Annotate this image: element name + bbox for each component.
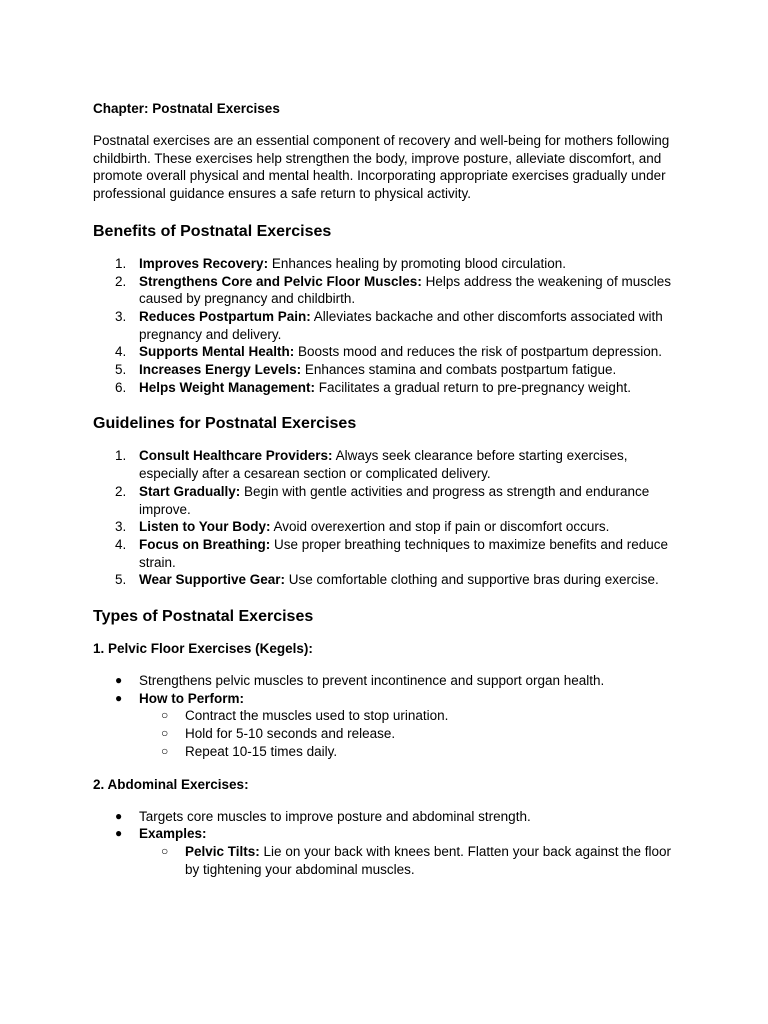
item-text: Avoid overexertion and stop if pain or discomfort occurs. <box>270 519 610 535</box>
list-item <box>93 483 683 518</box>
list-item <box>93 518 683 536</box>
item-term: Helps Weight Management: <box>139 379 316 395</box>
list-number: 6. <box>115 379 127 395</box>
list-number: 3. <box>115 519 127 535</box>
item-term: Supports Mental Health: <box>139 344 295 360</box>
item-text: Enhances healing by promoting blood circulation. <box>268 255 566 271</box>
item-text: Targets core muscles to improve posture and abdominal strength. <box>139 808 531 824</box>
item-text: Begin with gentle activities and progress as strength and endurance improve. <box>139 483 650 517</box>
list-number: 1. <box>115 448 127 464</box>
item-text: Facilitates a gradual return to pre-pregnancy weight. <box>315 379 631 395</box>
item-term: Reduces Postpartum Pain: <box>139 308 311 324</box>
examples-list <box>139 843 683 878</box>
chapter-title: Chapter: Postnatal Exercises <box>93 101 280 116</box>
list-item <box>139 725 683 743</box>
list-item <box>93 571 683 589</box>
bullet-icon: ● <box>115 673 123 688</box>
circle-bullet-icon: ○ <box>161 726 169 741</box>
bullet-icon: ● <box>115 690 123 705</box>
item-term: Pelvic Tilts: <box>185 843 260 859</box>
item-term: Consult Healthcare Providers: <box>139 448 333 464</box>
list-item <box>93 536 683 571</box>
item-text: Helps address the weakening of muscles caused by pregnancy and childbirth. <box>139 273 671 307</box>
item-text: Contract the muscles used to stop urination. <box>185 708 449 724</box>
item-text: Enhances stamina and combats postpartum fatigue. <box>301 362 617 378</box>
guidelines-list <box>93 447 683 589</box>
bullet-icon: ● <box>115 826 123 841</box>
list-item <box>93 808 683 826</box>
item-text: Lie on your back with knees bent. Flatten your back against the floor by tightening your abdominal muscles. <box>185 843 672 877</box>
list-item <box>93 255 683 273</box>
intro-paragraph: Postnatal exercises are an essential component of recovery and well-being for mothers following childbirth. These exercises help strengthen the body, improve posture, alleviate discomfort, and promote overall physical and mental health. Incorporating appropriate exercises gradually under professional guidance ensures a safe return to physical activity. <box>93 133 670 202</box>
item-text: Alleviates backache and other discomforts associated with pregnancy and delivery. <box>139 308 663 342</box>
item-term: Increases Energy Levels: <box>139 362 302 378</box>
list-number: 3. <box>115 308 127 324</box>
list-number: 5. <box>115 362 127 378</box>
list-item <box>93 361 683 379</box>
abdominal-title: 2. Abdominal Exercises: <box>93 776 249 792</box>
document-page <box>93 100 683 893</box>
item-text: Hold for 5-10 seconds and release. <box>185 726 396 742</box>
list-number: 1. <box>115 255 127 271</box>
guidelines-heading: Guidelines for Postnatal Exercises <box>93 415 357 433</box>
item-term: Improves Recovery: <box>139 255 269 271</box>
item-term: Wear Supportive Gear: <box>139 572 286 588</box>
item-text: Always seek clearance before starting exercises, especially after a cesarean section or complicated delivery. <box>139 448 628 482</box>
pelvic-floor-title: 1. Pelvic Floor Exercises (Kegels): <box>93 641 313 657</box>
list-item <box>93 690 683 761</box>
item-text: Strengthens pelvic muscles to prevent incontinence and support organ health. <box>139 673 605 689</box>
list-item <box>139 707 683 725</box>
list-item <box>93 447 683 482</box>
circle-bullet-icon: ○ <box>161 843 169 858</box>
item-text: Use comfortable clothing and supportive bras during exercise. <box>285 572 659 588</box>
types-heading: Types of Postnatal Exercises <box>93 608 314 626</box>
benefits-list <box>93 255 683 397</box>
item-text: Repeat 10-15 times daily. <box>185 743 338 759</box>
bullet-icon: ● <box>115 808 123 823</box>
benefits-heading: Benefits of Postnatal Exercises <box>93 222 332 240</box>
list-number: 2. <box>115 273 127 289</box>
item-term: Listen to Your Body: <box>139 519 271 535</box>
circle-bullet-icon: ○ <box>161 708 169 723</box>
list-number: 4. <box>115 344 127 360</box>
abdominal-list <box>93 808 683 879</box>
item-term: Start Gradually: <box>139 483 241 499</box>
item-term: Focus on Breathing: <box>139 536 271 552</box>
list-item <box>93 273 683 308</box>
list-item <box>93 308 683 343</box>
pelvic-floor-list <box>93 672 683 761</box>
list-item <box>139 743 683 761</box>
item-term: Examples: <box>139 826 207 842</box>
item-text: Use proper breathing techniques to maximize benefits and reduce strain. <box>139 536 668 570</box>
item-term: How to Perform: <box>139 690 245 706</box>
list-item <box>93 672 683 690</box>
item-term: Strengthens Core and Pelvic Floor Muscles: <box>139 273 422 289</box>
how-to-steps <box>139 707 683 760</box>
item-text: Boosts mood and reduces the risk of postpartum depression. <box>294 344 662 360</box>
circle-bullet-icon: ○ <box>161 743 169 758</box>
list-item <box>93 343 683 361</box>
list-item <box>139 843 683 878</box>
list-number: 5. <box>115 572 127 588</box>
list-number: 4. <box>115 536 127 552</box>
list-item <box>93 379 683 397</box>
list-number: 2. <box>115 483 127 499</box>
list-item <box>93 825 683 878</box>
